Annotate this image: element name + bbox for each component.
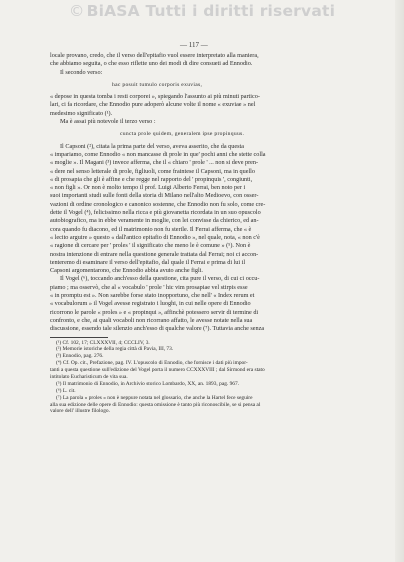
text-line: confronto, e che, ai quali vocaboli non ricorrano affatto, le avesse notate nella sua xyxy=(50,316,253,324)
text-line: Il secondo verso: xyxy=(60,68,103,76)
text-line: vazioni di ordine cronologico e canonico sostenne, che Ennodio non fu solo, come cre- xyxy=(50,200,266,208)
text-line: piamo ; ma osservò, che al « vocabulo ' prole ' hic vim prosapiae vel stirpis esse xyxy=(50,283,248,291)
text-line: tenteremo di esaminare il verso dell'epitafio, dal quale il Ferrai e prima di lui il xyxy=(50,258,246,266)
text-line: dette il Vogel (⁴), felicissimo nella ricca e più giovanetta ricordata in un suo opuscolo xyxy=(50,209,261,217)
footnote-line: (³) Ennodio, pag. 276. xyxy=(56,353,104,360)
footnote-line: alla sua edizione delle opere di Ennodio: questa omissione è tanto più riconoscibile, se si pensa al xyxy=(50,401,261,408)
footnotes xyxy=(50,340,360,416)
page-number: — 117 — xyxy=(180,41,208,49)
text-line: Ma è assai più notevole il terzo verso : xyxy=(60,118,156,126)
text-line: discussione, essendo tale silenzio anch'esso di qualche valore (⁷). Tuttavia anche senza xyxy=(50,325,265,333)
text-line: Il Vogel (⁶), toccando anch'esso della questione, cita pure il verso, di cui ci occu- xyxy=(60,275,260,283)
footnote-line: tanti a questa questione sull'edizione del Vogel porta il numero CCXXXVIII ; dal Sirmond era stato xyxy=(50,367,265,374)
body-text xyxy=(50,52,360,334)
text-line: « moglie ». Il Magani (³) invece afferma, che il « chiaro ' prole ' ... non si deve pren- xyxy=(50,159,259,167)
text-line: « ragione di cercare per ' proles ' il significato che meno le è comune » (⁵). Non è xyxy=(50,242,251,250)
page-body xyxy=(50,52,360,415)
text-line: autobiografico, ma in ebbe veramente in moglie, con lei convisse da chierico, ed an- xyxy=(50,217,259,225)
watermark-text: BiASA Tutti i diritti riservati xyxy=(86,2,336,20)
text-line: nostra intenzione di entrare nella questione generale trattata dal Ferrai; noi ci accon- xyxy=(50,250,259,258)
text-line: cora quando fu diacono, ed il matrimonio non fu sterile. Il Ferrai afferma, che « è xyxy=(50,225,252,233)
text-line: « in promptu est ». Non sarebbe forse stato inopportuno, che nell' « Index rerum et xyxy=(50,292,255,300)
text-line: « vocabulorum » il Vogel avesse registrato i luoghi, in cui nelle opere di Ennodio xyxy=(50,300,251,308)
text-line: ricorrono le parole « proles » e « propinqui », affinchè potessero servir di termine di xyxy=(50,308,259,316)
footnote-line: (⁷) La parola « proles » non è neppure notata nel glossario, che anche la Hartel fece seguire xyxy=(56,394,253,401)
text-line: « di prosapia che gli è affine e che regge nel rapporto del ' propinquis ', congiunti, xyxy=(50,175,253,183)
verse-quote: hac posuit tumulo corporis exuvias, xyxy=(112,81,203,88)
footnote-line: intitolato Eucharisticum de vita sua. xyxy=(50,373,128,380)
footnote-divider xyxy=(50,337,108,338)
text-line: lari, ci fa ricordare, che Ennodio pure adoperò alcune volte il nome « exuviae » nel xyxy=(50,101,256,109)
footnote-line: (⁵) Il matrimonio di Ennodio, in Archivio storico Lombardo, XX, an. 1893, pag. 967. xyxy=(56,380,240,387)
text-line: « non figli ». Or non è molto tempo il prof. Luigi Alberto Ferrai, ben noto per i xyxy=(50,184,246,192)
text-line: medesimo significato (¹). xyxy=(50,109,113,117)
copyright-symbol: © xyxy=(68,2,85,20)
footnote-line: valore dell' illustre filologo. xyxy=(50,408,110,415)
text-line: che abbiamo seguita, o che esso riflette uno dei modi di dire consueti ad Ennodio. xyxy=(50,60,253,68)
text-line: « depose in questa tomba i resti corporei », spiegando l'assunto ai più minuti partico- xyxy=(50,93,260,101)
footnote-line: (⁶) L. cit. xyxy=(56,387,76,394)
footnote-line: (¹) Cf. 102, 17; CLXXXVII, 4; CCCLIV, 3. xyxy=(56,339,150,346)
text-line: « lecito arguire » questo « dall'antico epitafio di Ennodio », nel quale, nota, « non c'è xyxy=(50,233,260,241)
footnote-line: (⁴) Cf. Op. cit., Prefazione, pag. IV. L'opuscolo di Ennodio, che fornisce i dati più impor- xyxy=(56,360,248,367)
text-line: Il Capsoni (²), citata la prima parte del verso, aveva asserito, che da questa xyxy=(60,142,244,150)
text-line: « dere nel senso letterale di prole, figliuoli, come fraintese il Capsoni, ma in quello xyxy=(50,167,255,175)
footnote-line: (²) Memorie istoriche della regia città di Pavia, III, 73. xyxy=(56,346,174,353)
watermark xyxy=(0,2,404,20)
verse-quote: cuncta prole quidem, generalem ipse propinquus. xyxy=(120,131,245,138)
text-line: Capsoni argomentarono, che Ennodio abbia avuto anche figli. xyxy=(50,267,203,275)
text-line: « impariamo, come Ennodio « non mancasse di prole in que' pochi anni che stette colla xyxy=(50,150,266,158)
text-line: suoi importanti studi sulle fonti della storia di Milano nell'alto Medioevo, con osser- xyxy=(50,192,259,200)
page-gutter-shadow xyxy=(395,0,404,562)
text-line: locale provano, credo, che il verso dell'epitafio vuol essere interpretato alla maniera, xyxy=(50,52,259,59)
